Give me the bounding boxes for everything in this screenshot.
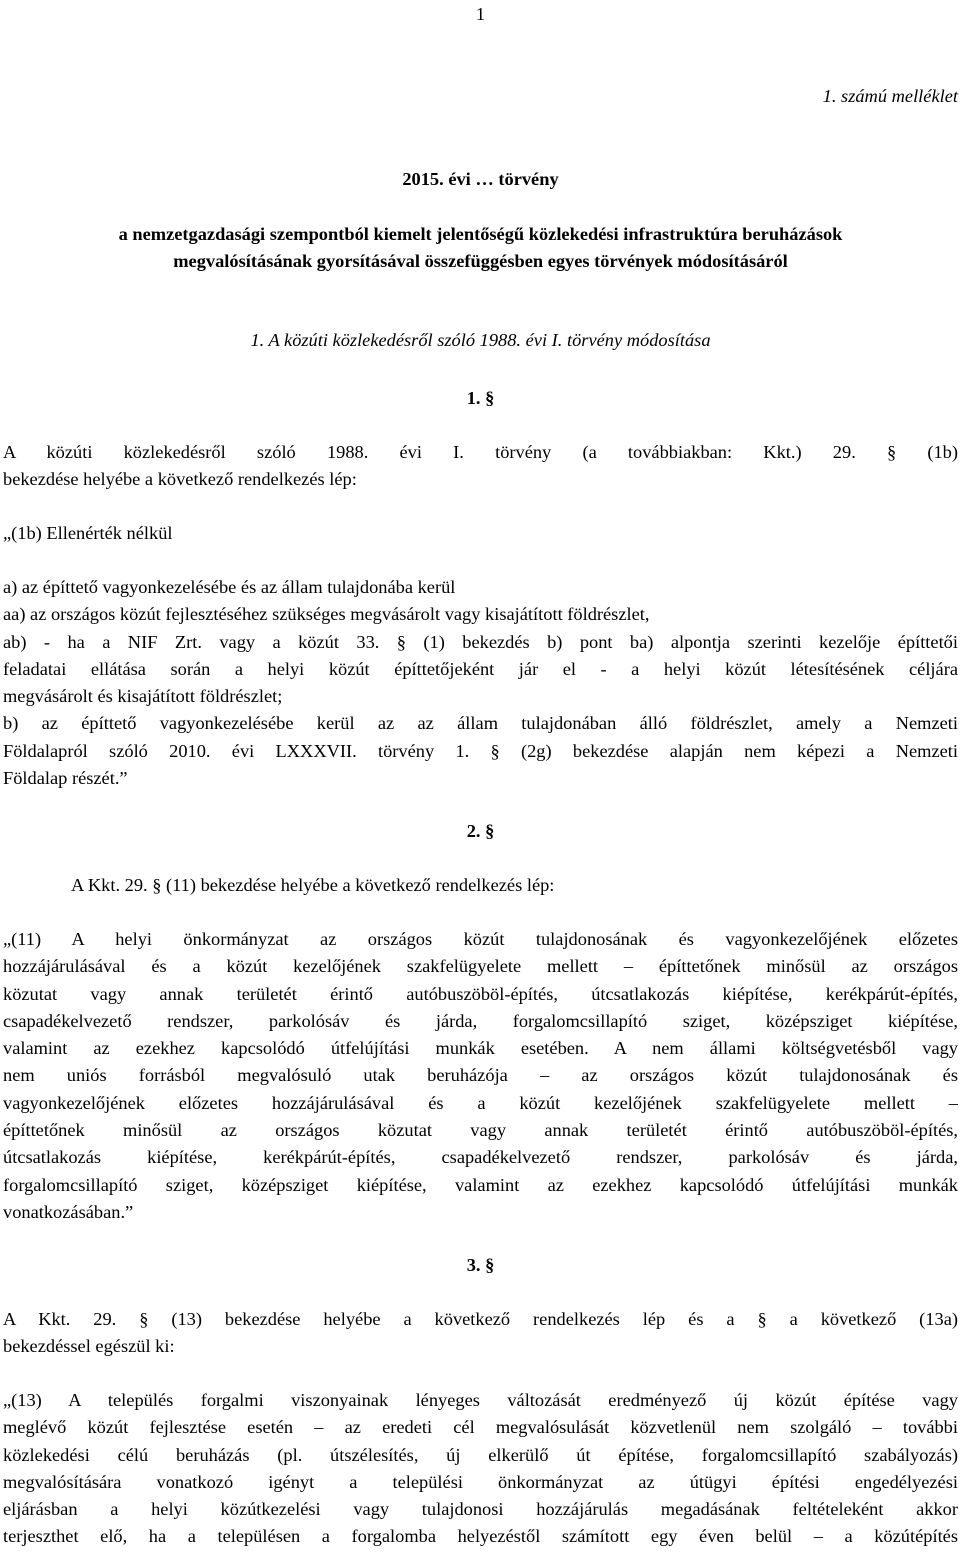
- text-line: „(13) A település forgalmi viszonyainak lényeges változását eredményező új közút építése vagy: [3, 1390, 958, 1410]
- text-line: meglévő közút fejlesztése esetén – az eredeti cél megvalósulását közvetlenül nem szolgáló – további: [3, 1417, 958, 1438]
- annex-label: 1. számú melléklet: [822, 86, 958, 106]
- text-line: „(11) A helyi önkormányzat az országos közút tulajdonosának és vagyonkezelőjének előzetes: [3, 929, 958, 949]
- text-line: Földalap részét.”: [3, 768, 128, 789]
- text-line: terjeszthet elő, ha a településen a forgalomba helyezéstől számított egy éven belül – a közútépítés: [3, 1526, 958, 1547]
- law-title: 2015. évi … törvény: [402, 169, 559, 189]
- text-line: a) az építtető vagyonkezelésébe és az állam tulajdonába kerül: [3, 577, 456, 597]
- text-line: nem uniós forrásból megvalósuló utak beruházója – az országos közút tulajdonosának és: [3, 1065, 958, 1086]
- text-line: A közúti közlekedésről szóló 1988. évi I. törvény (a továbbiakban: Kkt.) 29. § (1b): [3, 442, 958, 462]
- text-line: megvalósítására vonatkozó igényt a települési önkormányzat az útügyi építési engedélyezési: [3, 1471, 958, 1492]
- text-line: vagyonkezelőjének előzetes hozzájárulásával és a közút kezelőjének szakfelügyelete mellett –: [3, 1092, 958, 1113]
- text-line: csapadékelvezető rendszer, parkolósáv és járda, forgalomcsillapító sziget, középsziget kiépítése,: [3, 1010, 958, 1031]
- text-line: közutat vagy annak területét érintő autóbuszöböl-építés, útcsatlakozás kiépítése, kerékpárút-építés,: [3, 983, 958, 1004]
- text-line: forgalomcsillapító sziget, középsziget kiépítése, valamint az ezekhez kapcsolódó útfelújítási munkák: [3, 1174, 958, 1195]
- section-body: [3, 1387, 958, 1551]
- text-line: valamint az ezekhez kapcsolódó útfelújítási munkák esetében. A nem állami költségvetésből vagy: [3, 1038, 958, 1059]
- section-heading: 1. §: [466, 388, 495, 408]
- section-intro: [3, 439, 958, 494]
- text-line: eljárásban a helyi közútkezelési vagy tulajdonosi hozzájárulás megadásának feltételeként akkor: [3, 1499, 958, 1520]
- text-line: vonatkozásában.”: [3, 1201, 134, 1222]
- law-subject-line: megvalósításának gyorsításával összefüggésben egyes törvények módosításáról: [173, 251, 788, 271]
- page-number: 1: [475, 4, 486, 24]
- section-intro: [71, 872, 958, 899]
- section-body: [3, 926, 958, 1226]
- text-line: ab) - ha a NIF Zrt. vagy a közút 33. § (1) bekezdés b) pont ba) alpontja szerinti kezelője építtetői: [3, 631, 958, 652]
- text-line: építtetőnek minősül az országos közutat vagy annak területét érintő autóbuszöböl-építés,: [3, 1120, 958, 1141]
- section-body: [3, 574, 958, 792]
- text-line: „(1b) Ellenérték nélkül: [3, 523, 173, 543]
- law-subject: [3, 221, 958, 275]
- text-line: hozzájárulásával és a közút kezelőjének szakfelügyelete mellett – építtetőnek minősül az országos: [3, 956, 958, 977]
- document-page: [3, 0, 958, 1556]
- section-heading: 3. §: [466, 1255, 495, 1275]
- section-heading: 2. §: [466, 821, 495, 841]
- section-intro: [3, 1306, 958, 1361]
- text-line: bekezdése helyébe a következő rendelkezés lép:: [3, 469, 357, 490]
- chapter-heading: 1. A közúti közlekedésről szóló 1988. évi I. törvény módosítása: [250, 330, 711, 350]
- text-line: közlekedési célú beruházás (pl. útszélesítés, új elkerülő út építése, forgalomcsillapító szabályozás): [3, 1444, 958, 1465]
- law-subject-line: a nemzetgazdasági szempontból kiemelt jelentőségű közlekedési infrastruktúra beruházások: [118, 224, 843, 244]
- text-line: megvásárolt és kisajátított földrészlet;: [3, 686, 283, 707]
- text-line: b) az építtető vagyonkezelésébe kerül az az állam tulajdonában álló földrészlet, amely a Nemzeti: [3, 713, 958, 734]
- quote-title: [3, 520, 958, 547]
- text-line: feladatai ellátása során a helyi közút építtetőjeként jár el - a helyi közút létesítésének céljára: [3, 658, 958, 679]
- text-line: A Kkt. 29. § (11) bekezdése helyébe a következő rendelkezés lép:: [71, 875, 555, 895]
- text-line: aa) az országos közút fejlesztéséhez szükséges megvásárolt vagy kisajátított földrészlet,: [3, 604, 650, 625]
- text-line: A Kkt. 29. § (13) bekezdése helyébe a következő rendelkezés lép és a § a következő (13a): [3, 1309, 958, 1329]
- text-line: útcsatlakozás kiépítése, kerékpárút-építés, csapadékelvezető rendszer, parkolósáv és járda,: [3, 1147, 958, 1168]
- text-line: bekezdéssel egészül ki:: [3, 1336, 175, 1357]
- text-line: Földalapról szóló 2010. évi LXXXVII. törvény 1. § (2g) bekezdése alapján nem képezi a Nemzeti: [3, 740, 958, 761]
